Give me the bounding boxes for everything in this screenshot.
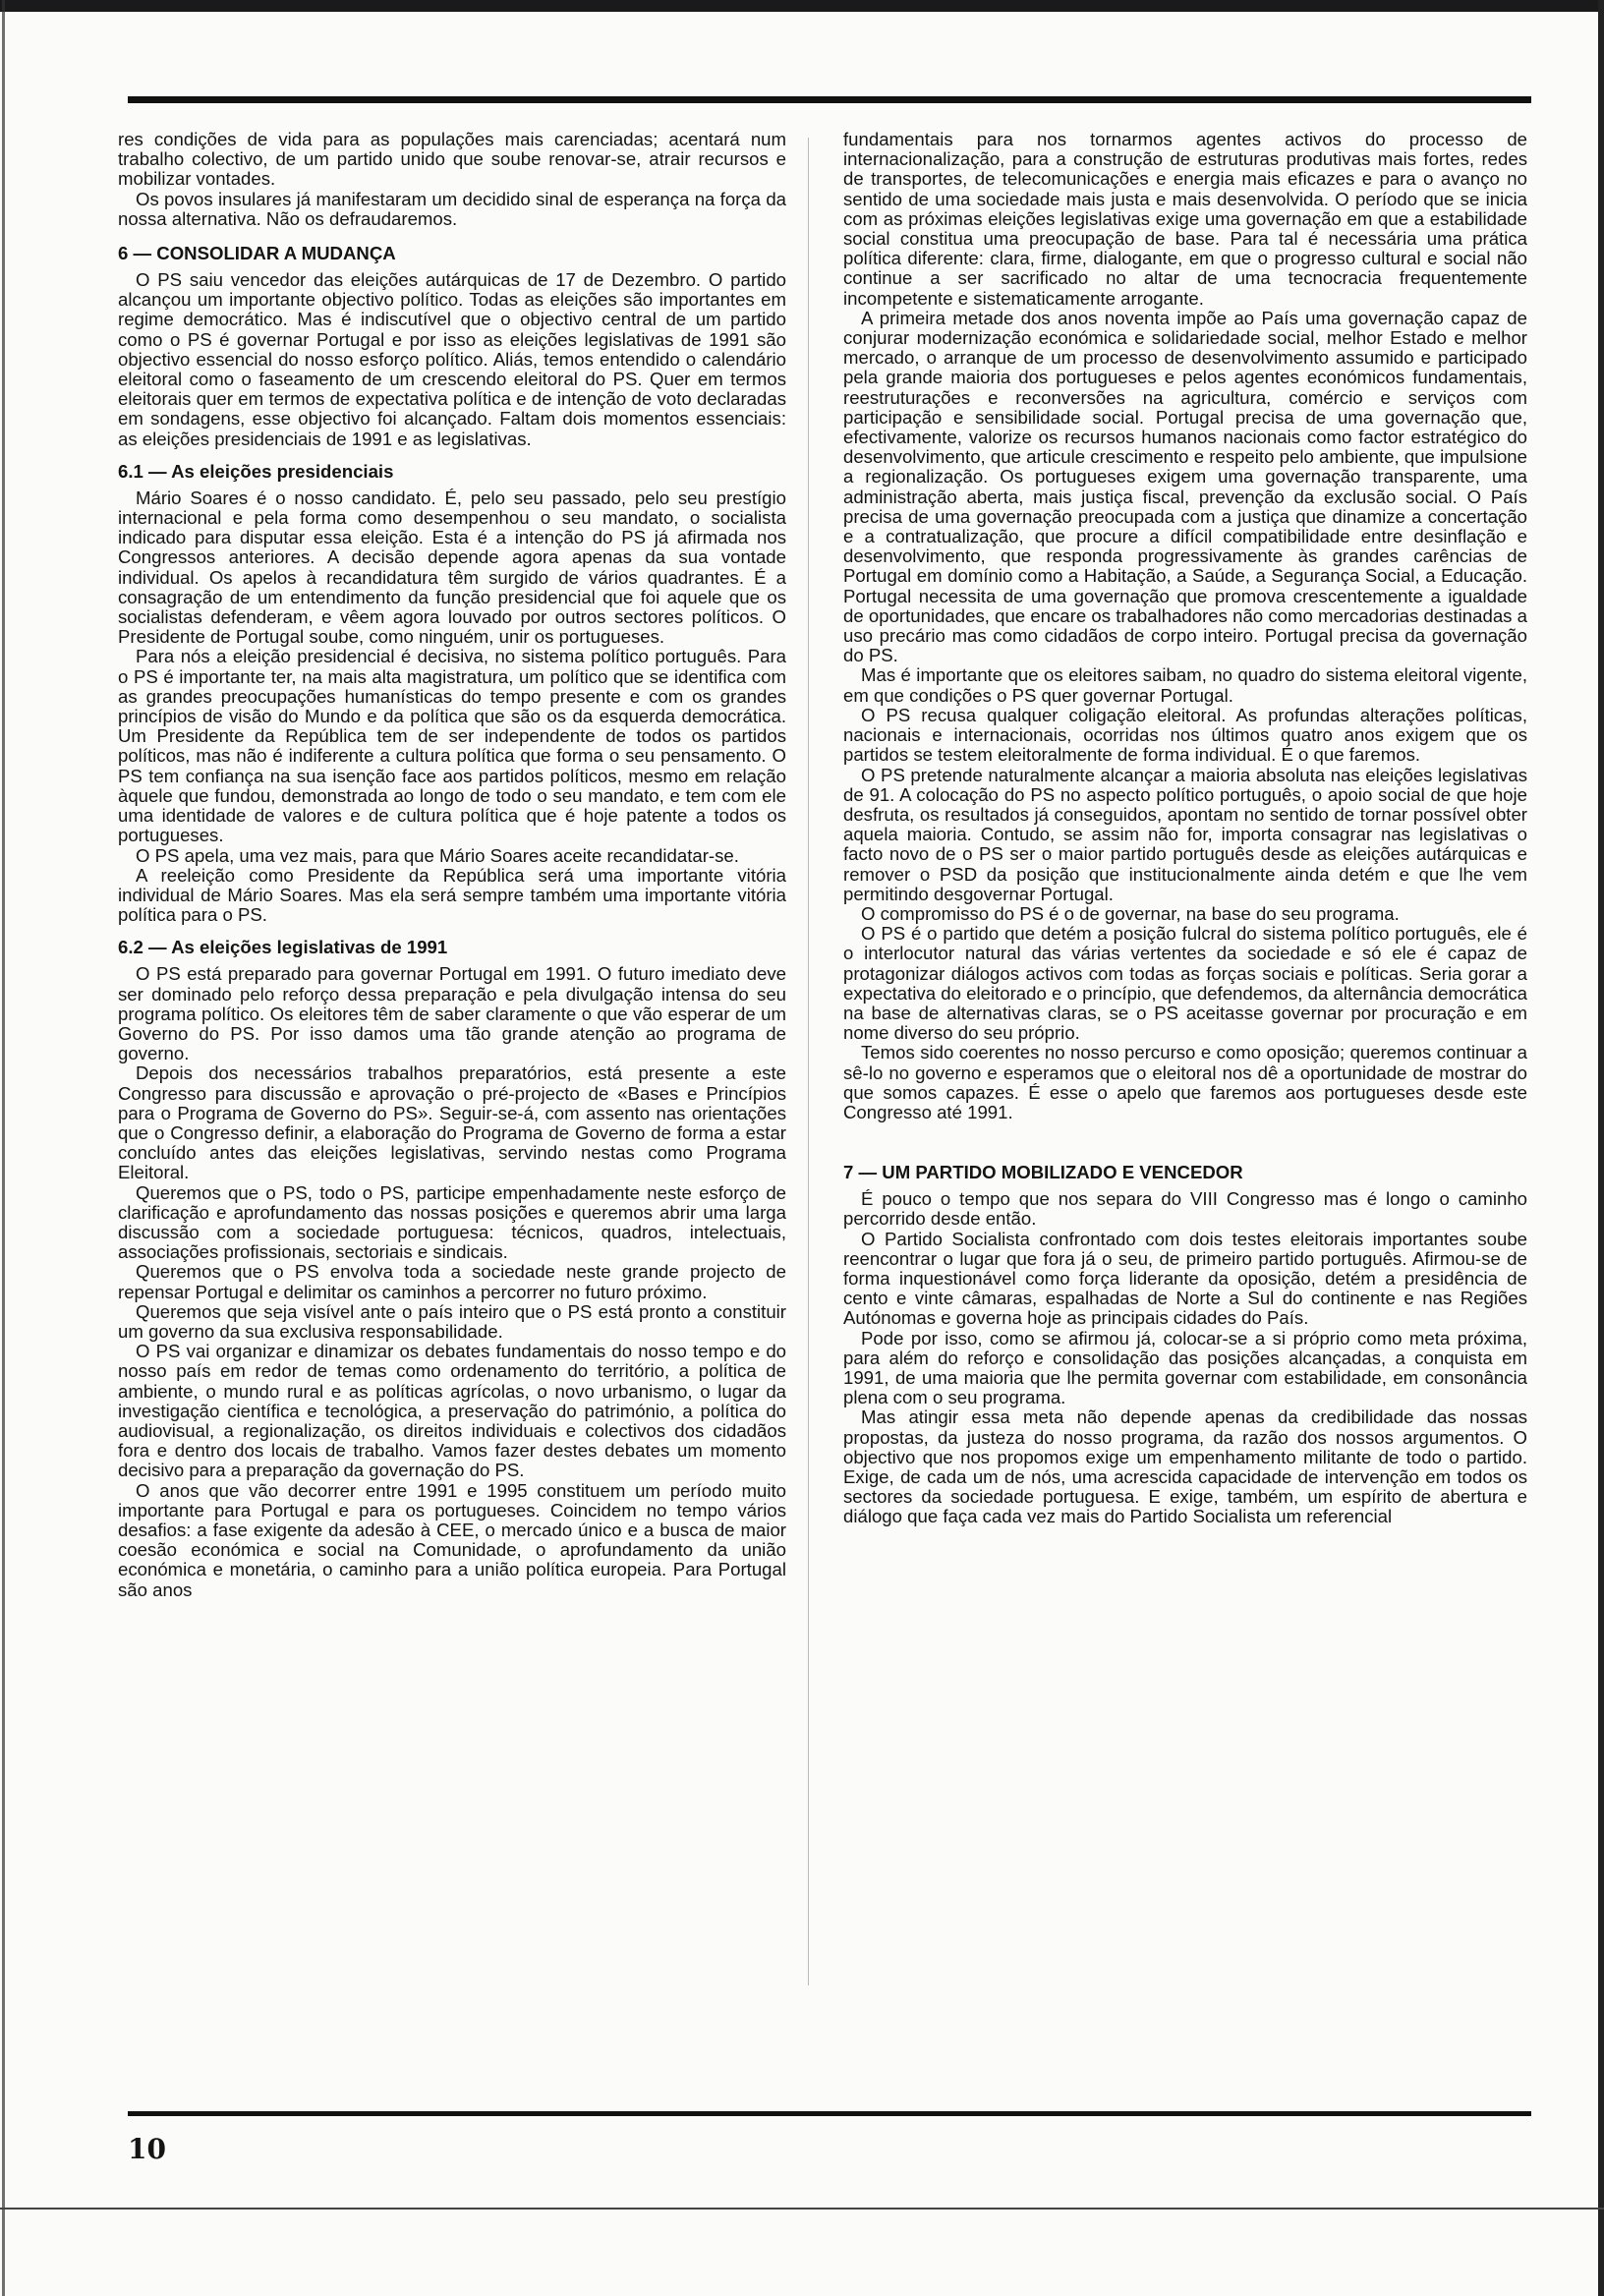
paragraph: Mas atingir essa meta não depende apenas da credibilidade das nossas propostas, da justeza do nosso programa, da razão dos nossos argumentos. O objectivo que nos propomos exige um empenhamento militante de todo o partido. Exige, de cada um de nós, uma acrescida capacidade de intervenção em todos os sectores da sociedade portuguesa. E exige, também, um espírito de abertura e diálogo que faça cada vez mais do Partido Socialista um referencial <box>843 1406 1527 1527</box>
scan-right-edge <box>1598 0 1604 2296</box>
paragraph: Para nós a eleição presidencial é decisiva, no sistema político português. Para o PS é importante ter, na mais alta magistratura, um político que se identifica com as grandes preocupações humanísticas do tempo presente e com os grandes princípios de visão do Mundo e da política que são os da esquerda democrática. Um Presidente da República tem de ser independente de todos os partidos políticos, mas não é indiferente a cultura política que forma o seu pensamento. O PS tem confiança na sua isenção face aos partidos políticos, mesmo em relação àquele que fundou, demonstrada ao longo de todo o seu mandato, e tem com ele uma identidade de valores e de cultura política que é hoje patente a todos os portugueses. <box>118 646 786 846</box>
paragraph: É pouco o tempo que nos separa do VIII Congresso mas é longo o caminho percorrido desde então. <box>843 1188 1527 1230</box>
paragraph: O PS pretende naturalmente alcançar a maioria absoluta nas eleições legislativas de 91. A colocação do PS no aspecto político português, o apoio social de que hoje desfruta, os resultados já conseguidos, apontam no sentido de tornar possível obter aquela maioria. Contudo, se assim não for, importa consagrar nas legislativas o facto novo de o PS ser o maior partido português desde as eleições autárquicas e remover o PSD da posição que institucionalmente ainda detém e que lhe vem permitindo desgovernar Portugal. <box>843 764 1527 904</box>
column-separator <box>808 138 809 1985</box>
paragraph: Pode por isso, como se afirmou já, colocar-se a si próprio como meta próxima, para além do reforço e consolidação das posições alcançadas, a conquista em 1991, de uma maioria que lhe permita governar com estabilidade, em consonância plena com o seu programa. <box>843 1327 1527 1408</box>
paragraph: O PS apela, uma vez mais, para que Mário Soares aceite recandidatar-se. <box>136 844 739 866</box>
paragraph: res condições de vida para as populações mais carenciadas; acentará num trabalho colectivo, de um partido unido que soube renovar-se, atrair recursos e mobilizar vontades. <box>118 129 786 190</box>
paragraph: A primeira metade dos anos noventa impõe ao País uma governação capaz de conjurar modernização económica e solidariedade social, melhor Estado e melhor mercado, o arranque de um processo de desenvolvimento assumido e participado pela grande maioria dos portugueses e pelos agentes económicos fundamentais, reestruturações e reconversões na agricultura, comércio e serviços com participação e sensibilidade social. Portugal precisa de uma governação que, efectivamente, valorize os recursos humanos nacionais como factor estratégico do desenvolvimento, que articule crescimento e respeito pelo ambiente, que impulsione a regionalização. Os portugueses exigem uma governação transparente, uma administração aberta, mais justiça fiscal, prevenção da exclusão social. O País precisa de uma governação preocupada com a justiça que dinamize a concertação e a contratualização, que procure a difícil compatibilidade entre desinflação e desenvolvimento, que responda progressivamente às grandes carências de Portugal em domínio como a Habitação, a Saúde, a Segurança Social, a Educação. Portugal necessita de uma governação que promova crescentemente a igualdade de oportunidades, que encare os trabalhadores não como mercadorias destinadas a uso precário mas como cidadãos de corpo inteiro. Portugal precisa da governação do PS. <box>843 307 1527 666</box>
paragraph: O PS está preparado para governar Portugal em 1991. O futuro imediato deve ser dominado pelo reforço dessa preparação e pela divulgação intensa do seu programa político. Os eleitores têm de saber claramente o que vão esperar de um Governo do PS. Por isso damos uma tão grande atenção ao programa de governo. <box>118 963 786 1064</box>
top-rule <box>128 96 1531 103</box>
subsection-heading-6-2: 6.2 — As eleições legislativas de 1991 <box>118 937 448 958</box>
right-column <box>843 130 1527 1527</box>
paragraph: Os povos insulares já manifestaram um decidido sinal de esperança na força da nossa alternativa. Não os defraudaremos. <box>118 188 786 229</box>
scan-top-edge <box>0 0 1604 12</box>
paragraph: O anos que vão decorrer entre 1991 e 1995 constituem um período muito importante para Portugal e para os portugueses. Coincidem no tempo vários desafios: a fase exigente da adesão à CEE, o mercado único e a busca de maior coesão económica e social na Comunidade, o aprofundamento da união económica e monetária, o caminho para a união política europeia. Para Portugal são anos <box>118 1479 786 1600</box>
scan-left-edge <box>2 0 5 2296</box>
paragraph: Mas é importante que os eleitores saibam, no quadro do sistema eleitoral vigente, em que condições o PS quer governar Portugal. <box>843 664 1527 706</box>
paragraph: fundamentais para nos tornarmos agentes activos do processo de internacionalização, para a construção de estruturas produtivas mais fortes, redes de transportes, de telecomunicações e energia mais eficazes e para o avanço no sentido de uma sociedade mais justa e mais desenvolvida. O período que se inicia com as próximas eleições legislativas exige uma governação em que a estabilidade social constitua uma preocupação de base. Para tal é necessária uma prática política diferente: clara, firme, dialogante, em que o progresso cultural e social não continue a ser sacrificado no altar de uma tecnocracia frequentemente incompetente e sistematicamente arrogante. <box>843 129 1527 309</box>
page-number: 10 <box>128 2133 166 2165</box>
paragraph: Queremos que o PS envolva toda a sociedade neste grande projecto de repensar Portugal e delimitar os caminhos a percorrer no futuro próximo. <box>118 1261 786 1302</box>
paragraph: O PS é o partido que detém a posição fulcral do sistema político português, ele é o interlocutor natural das várias vertentes da sociedade e só ele é capaz de protagonizar diálogos activos com todas as forças sociais e políticas. Seria gorar a expectativa do eleitorado e o princípio, que defendemos, da alternância democrática na base de alternativas claras, se o PS aceitasse governar por procuração e em nome diverso do seu próprio. <box>843 923 1527 1044</box>
paragraph: Mário Soares é o nosso candidato. É, pelo seu passado, pelo seu prestígio internacional e pela forma como desempenhou o seu mandato, o socialista indicado para disputar essa eleição. Esta é a intenção do PS já afirmada nos Congressos anteriores. A decisão depende agora apenas da sua vontade individual. Os apelos à recandidatura têm surgido de vários quadrantes. É a consagração de um entendimento da função presidencial que foi aquele que os socialistas defenderam, e vêem agora louvado por outros sectores políticos. O Presidente de Portugal soube, como ninguém, unir os portugueses. <box>118 487 786 648</box>
paragraph: O Partido Socialista confrontado com dois testes eleitorais importantes soube reencontrar o lugar que fora já o seu, de primeiro partido português. Afirmou-se de forma inquestionável como força liderante da oposição, detém a presidência de cento e vinte câmaras, espalhadas de Norte a Sul do continente e nas Regiões Autónomas e governa hoje as principais cidades do País. <box>843 1228 1527 1329</box>
paragraph: Depois dos necessários trabalhos preparatórios, está presente a este Congresso para discussão e aprovação o pré-projecto de «Bases e Princípios para o Programa de Governo do PS». Seguir-se-á, com assento nas orientações que o Congresso definir, a elaboração do Programa de Governo de forma a estar concluído antes das eleições legislativas, servindo nestas como Programa Eleitoral. <box>118 1062 786 1183</box>
paragraph: O PS recusa qualquer coligação eleitoral. As profundas alterações políticas, nacionais e internacionais, ocorridas nos últimos quatro anos exigem que os partidos se testem eleitoralmente de forma individual. É o que faremos. <box>843 704 1527 766</box>
bottom-rule <box>128 2111 1531 2116</box>
paragraph: O PS saiu vencedor das eleições autárquicas de 17 de Dezembro. O partido alcançou um importante objectivo político. Todas as eleições são importantes em regime democrático. Mas é indiscutível que o objectivo central de um partido como o PS é governar Portugal e por isso as eleições legislativas de 1991 são objectivo essencial do nosso esforço político. Aliás, temos entendido o calendário eleitoral como o faseamento de um crescendo eleitoral do PS. Quer em termos eleitorais quer em termos de expectativa política e de intenção de voto declaradas em sondagens, esse objectivo foi alcançado. Faltam dois momentos essenciais: as eleições presidenciais de 1991 e as legislativas. <box>118 269 786 449</box>
left-column <box>118 130 786 1600</box>
paragraph: O compromisso do PS é o de governar, na base do seu programa. <box>861 902 1400 924</box>
subsection-heading-6-1: 6.1 — As eleições presidenciais <box>118 460 394 482</box>
section-heading-6: 6 — CONSOLIDAR A MUDANÇA <box>118 243 396 264</box>
section-gap <box>843 1122 1527 1148</box>
paragraph: O PS vai organizar e dinamizar os debates fundamentais do nosso tempo e do nosso país em redor de temas como ordenamento do território, a política de ambiente, o mundo rural e as políticas agrícolas, o novo urbanismo, o lugar da investigação científica e tecnológica, a preservação do património, a política do audiovisual, a regionalização, os direitos individuais e colectivos dos cidadãos fora e dentro dos locais de trabalho. Vamos fazer destes debates um momento decisivo para a preparação da governação do PS. <box>118 1341 786 1481</box>
paragraph: Temos sido coerentes no nosso percurso e como oposição; queremos continuar a sê-lo no governo e esperamos que o eleitoral nos dê a oportunidade de mostrar do que somos capazes. É esse o apelo que faremos aos portugueses desde este Congresso até 1991. <box>843 1042 1527 1122</box>
section-heading-7: 7 — UM PARTIDO MOBILIZADO E VENCEDOR <box>843 1162 1243 1183</box>
footer-rule <box>0 2208 1604 2210</box>
paragraph: Queremos que seja visível ante o país inteiro que o PS está pronto a constituir um governo da sua exclusiva responsabilidade. <box>118 1300 786 1342</box>
paragraph: Queremos que o PS, todo o PS, participe empenhadamente neste esforço de clarificação e aprofundamento das nossas posições e queremos abrir uma larga discussão com a sociedade portuguesa: técnicos, quadros, intelectuais, associações profissionais, sectoriais e sindicais. <box>118 1181 786 1263</box>
paragraph: A reeleição como Presidente da República será uma importante vitória individual de Mário Soares. Mas ela será sempre também uma importante vitória política para o PS. <box>118 864 786 926</box>
